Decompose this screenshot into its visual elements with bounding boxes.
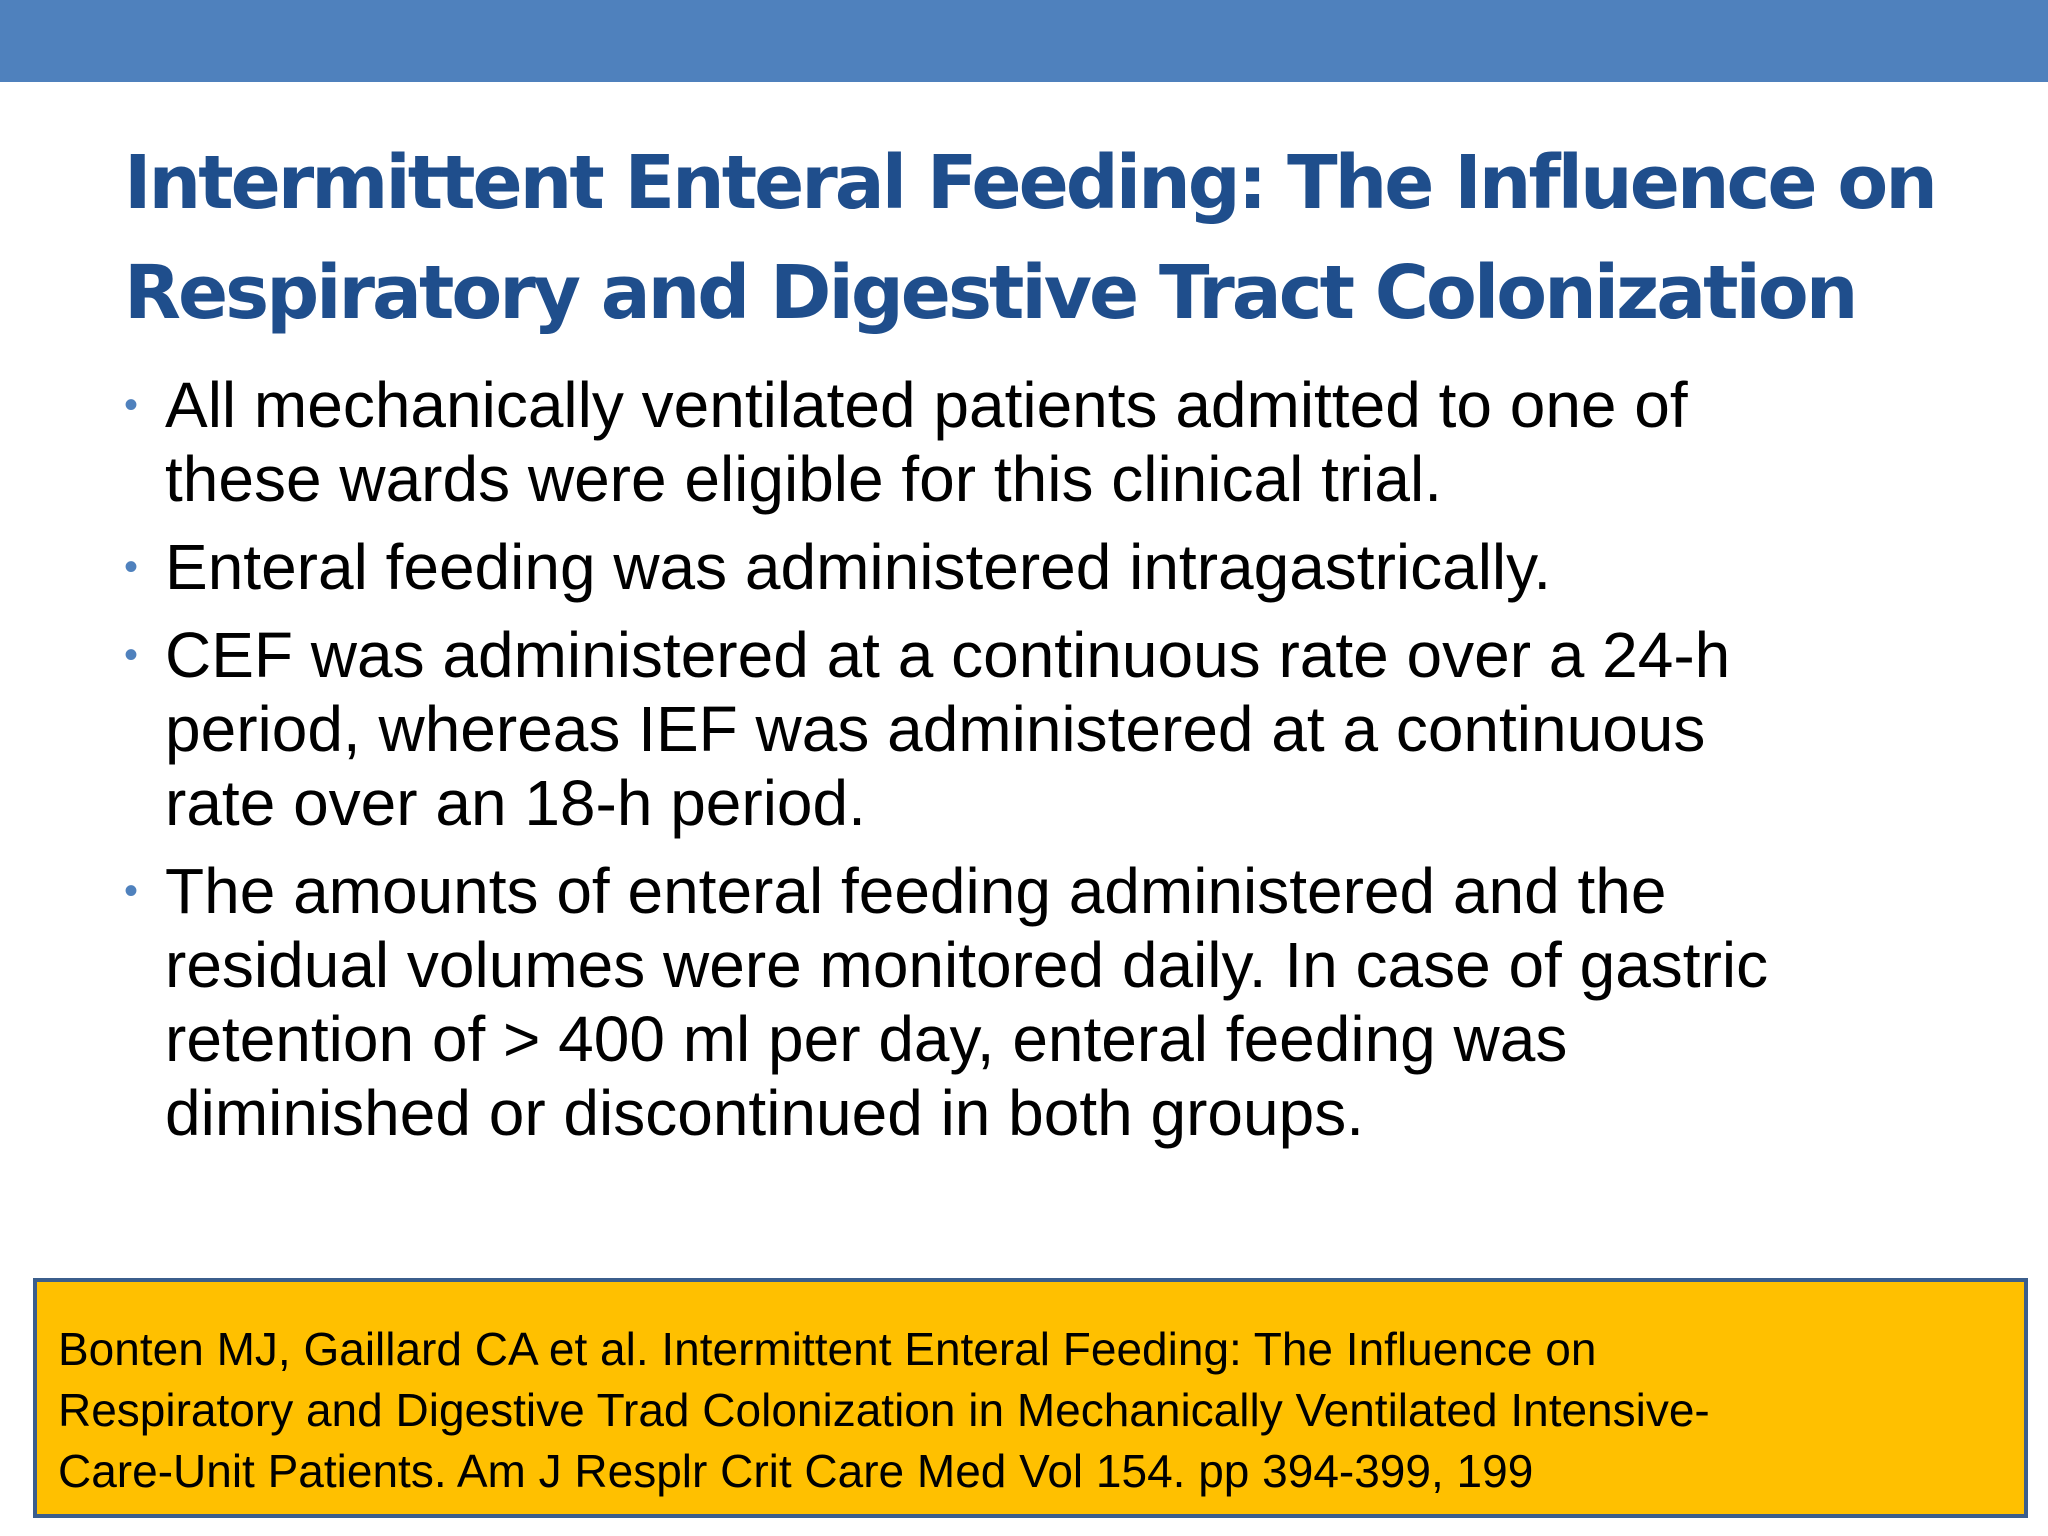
bullet-line: these wards were eligible for this clinical trial. <box>165 443 1442 515</box>
bullet-item <box>124 618 1974 840</box>
slide-title <box>124 128 1944 348</box>
bullet-item <box>124 854 1974 1150</box>
bullet-line: retention of > 400 ml per day, enteral feeding was <box>165 1003 1568 1075</box>
bullet-list <box>124 368 1974 1164</box>
title-line: Respiratory and Digestive Tract Colonization <box>124 250 1856 336</box>
bullet-item <box>124 368 1974 516</box>
bullet-line: residual volumes were monitored daily. In case of gastric <box>165 929 1769 1001</box>
citation-line: Bonten MJ, Gaillard CA et al. Intermittent Enteral Feeding: The Influence on <box>58 1323 1597 1375</box>
bullet-dot-icon: • <box>124 545 139 589</box>
bullet-item <box>124 530 1974 604</box>
bullet-line: CEF was administered at a continuous rate over a 24-h <box>165 619 1731 691</box>
bullet-line: rate over an 18-h period. <box>165 767 866 839</box>
citation-line: Respiratory and Digestive Trad Colonization in Mechanically Ventilated Intensive- <box>58 1384 1710 1436</box>
bullet-line: diminished or discontinued in both groups. <box>165 1077 1364 1149</box>
bullet-line: The amounts of enteral feeding administered and the <box>165 855 1667 927</box>
bullet-line: Enteral feeding was administered intragastrically. <box>165 531 1552 603</box>
citation-box <box>33 1278 2028 1518</box>
bullet-line: period, whereas IEF was administered at a continuous <box>165 693 1706 765</box>
bullet-line: All mechanically ventilated patients admitted to one of <box>165 369 1688 441</box>
bullet-dot-icon: • <box>124 633 139 677</box>
top-accent-bar <box>0 0 2048 82</box>
bullet-dot-icon: • <box>124 869 139 913</box>
bullet-dot-icon: • <box>124 383 139 427</box>
citation-line: Care-Unit Patients. Am J Resplr Crit Care Med Vol 154. pp 394-399, 199 <box>58 1445 1534 1497</box>
title-line: Intermittent Enteral Feeding: The Influence on <box>124 140 1935 226</box>
